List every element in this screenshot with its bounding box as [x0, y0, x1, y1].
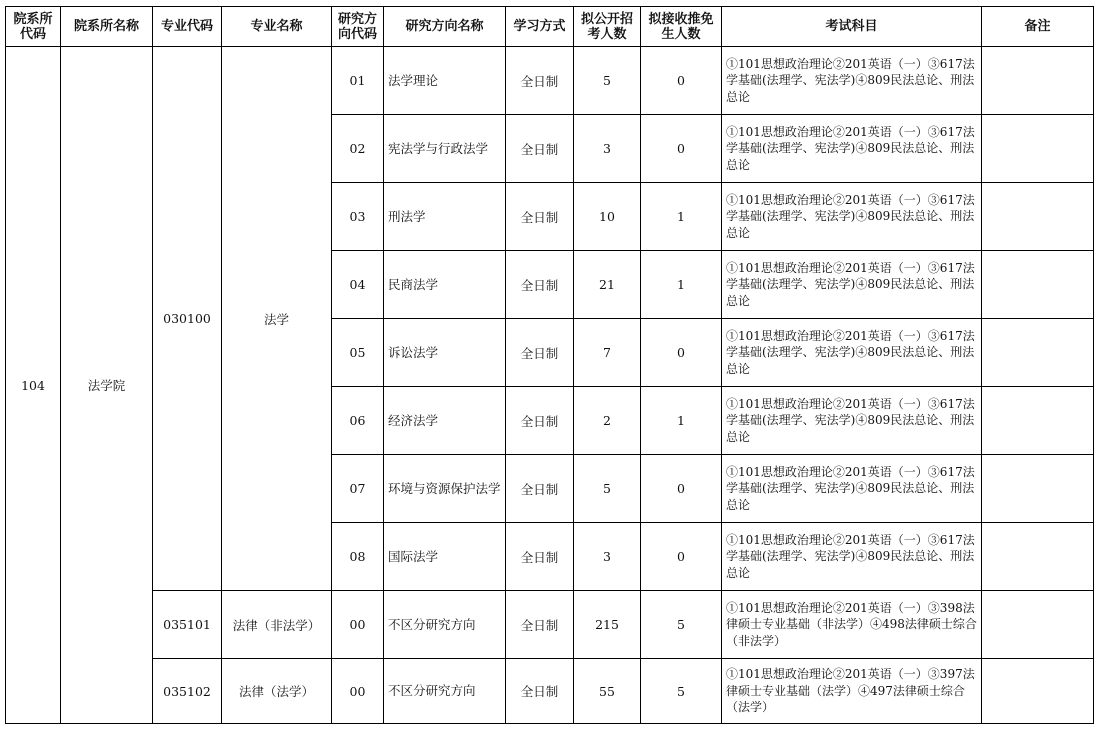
exempt-quota-cell: 0: [641, 319, 722, 387]
exam-subjects-cell: ①101思想政治理论②201英语（一）③617法学基础(法理学、宪法学)④809民法总论、刑法总论: [722, 319, 982, 387]
exam-subjects-cell: ①101思想政治理论②201英语（一）③617法学基础(法理学、宪法学)④809民法总论、刑法总论: [722, 251, 982, 319]
header-direction-code: 研究方向代码: [332, 7, 384, 47]
remarks-cell: [982, 319, 1094, 387]
remarks-cell: [982, 659, 1094, 724]
table-row: [6, 47, 1094, 115]
study-mode-cell: 全日制: [506, 455, 574, 523]
header-public-quota: 拟公开招考人数: [574, 7, 641, 47]
direction-code-cell: 06: [332, 387, 384, 455]
direction-name-cell: 民商法学: [384, 251, 506, 319]
direction-code-cell: 03: [332, 183, 384, 251]
header-row: [6, 7, 1094, 47]
header-exam-subjects: 考试科目: [722, 7, 982, 47]
major-name-cell: 法学: [222, 47, 332, 591]
direction-code-cell: 05: [332, 319, 384, 387]
study-mode-cell: 全日制: [506, 659, 574, 724]
direction-name-cell: 刑法学: [384, 183, 506, 251]
public-quota-cell: 215: [574, 591, 641, 659]
major-name-cell: 法律（非法学）: [222, 591, 332, 659]
major-code-cell: 030100: [153, 47, 222, 591]
exam-subjects-cell: ①101思想政治理论②201英语（一）③617法学基础(法理学、宪法学)④809民法总论、刑法总论: [722, 523, 982, 591]
direction-name-cell: 诉讼法学: [384, 319, 506, 387]
study-mode-cell: 全日制: [506, 591, 574, 659]
direction-code-cell: 01: [332, 47, 384, 115]
study-mode-cell: 全日制: [506, 319, 574, 387]
header-exempt-quota: 拟接收推免生人数: [641, 7, 722, 47]
remarks-cell: [982, 115, 1094, 183]
direction-name-cell: 环境与资源保护法学: [384, 455, 506, 523]
header-remarks: 备注: [982, 7, 1094, 47]
exempt-quota-cell: 1: [641, 251, 722, 319]
study-mode-cell: 全日制: [506, 47, 574, 115]
major-code-cell: 035102: [153, 659, 222, 724]
exam-subjects-cell: ①101思想政治理论②201英语（一）③398法律硕士专业基础（非法学）④498法律硕士综合（非法学）: [722, 591, 982, 659]
direction-code-cell: 02: [332, 115, 384, 183]
header-dept-code: 院系所代码: [6, 7, 61, 47]
exempt-quota-cell: 5: [641, 659, 722, 724]
remarks-cell: [982, 523, 1094, 591]
remarks-cell: [982, 47, 1094, 115]
exempt-quota-cell: 0: [641, 115, 722, 183]
exam-subjects-cell: ①101思想政治理论②201英语（一）③617法学基础(法理学、宪法学)④809民法总论、刑法总论: [722, 47, 982, 115]
remarks-cell: [982, 455, 1094, 523]
direction-name-cell: 宪法学与行政法学: [384, 115, 506, 183]
exempt-quota-cell: 0: [641, 455, 722, 523]
direction-name-cell: 不区分研究方向: [384, 591, 506, 659]
exam-subjects-cell: ①101思想政治理论②201英语（一）③617法学基础(法理学、宪法学)④809民法总论、刑法总论: [722, 455, 982, 523]
direction-code-cell: 07: [332, 455, 384, 523]
header-direction-name: 研究方向名称: [384, 7, 506, 47]
remarks-cell: [982, 183, 1094, 251]
public-quota-cell: 55: [574, 659, 641, 724]
public-quota-cell: 3: [574, 115, 641, 183]
public-quota-cell: 21: [574, 251, 641, 319]
admissions-table: [5, 6, 1094, 724]
study-mode-cell: 全日制: [506, 251, 574, 319]
table-row: [6, 659, 1094, 724]
public-quota-cell: 5: [574, 455, 641, 523]
direction-code-cell: 04: [332, 251, 384, 319]
public-quota-cell: 7: [574, 319, 641, 387]
exempt-quota-cell: 1: [641, 387, 722, 455]
major-code-cell: 035101: [153, 591, 222, 659]
exam-subjects-cell: ①101思想政治理论②201英语（一）③397法律硕士专业基础（法学）④497法律硕士综合（法学）: [722, 659, 982, 724]
exempt-quota-cell: 5: [641, 591, 722, 659]
major-name-cell: 法律（法学）: [222, 659, 332, 724]
exempt-quota-cell: 1: [641, 183, 722, 251]
remarks-cell: [982, 591, 1094, 659]
public-quota-cell: 5: [574, 47, 641, 115]
study-mode-cell: 全日制: [506, 523, 574, 591]
study-mode-cell: 全日制: [506, 115, 574, 183]
public-quota-cell: 2: [574, 387, 641, 455]
remarks-cell: [982, 251, 1094, 319]
direction-name-cell: 法学理论: [384, 47, 506, 115]
exempt-quota-cell: 0: [641, 47, 722, 115]
remarks-cell: [982, 387, 1094, 455]
dept-name-cell: 法学院: [61, 47, 153, 724]
header-major-name: 专业名称: [222, 7, 332, 47]
direction-code-cell: 00: [332, 659, 384, 724]
header-major-code: 专业代码: [153, 7, 222, 47]
table-row: [6, 591, 1094, 659]
study-mode-cell: 全日制: [506, 387, 574, 455]
exam-subjects-cell: ①101思想政治理论②201英语（一）③617法学基础(法理学、宪法学)④809民法总论、刑法总论: [722, 115, 982, 183]
direction-code-cell: 00: [332, 591, 384, 659]
direction-code-cell: 08: [332, 523, 384, 591]
header-study-mode: 学习方式: [506, 7, 574, 47]
exam-subjects-cell: ①101思想政治理论②201英语（一）③617法学基础(法理学、宪法学)④809民法总论、刑法总论: [722, 183, 982, 251]
header-dept-name: 院系所名称: [61, 7, 153, 47]
exam-subjects-cell: ①101思想政治理论②201英语（一）③617法学基础(法理学、宪法学)④809民法总论、刑法总论: [722, 387, 982, 455]
direction-name-cell: 国际法学: [384, 523, 506, 591]
study-mode-cell: 全日制: [506, 183, 574, 251]
direction-name-cell: 不区分研究方向: [384, 659, 506, 724]
public-quota-cell: 3: [574, 523, 641, 591]
dept-code-cell: 104: [6, 47, 61, 724]
public-quota-cell: 10: [574, 183, 641, 251]
direction-name-cell: 经济法学: [384, 387, 506, 455]
exempt-quota-cell: 0: [641, 523, 722, 591]
